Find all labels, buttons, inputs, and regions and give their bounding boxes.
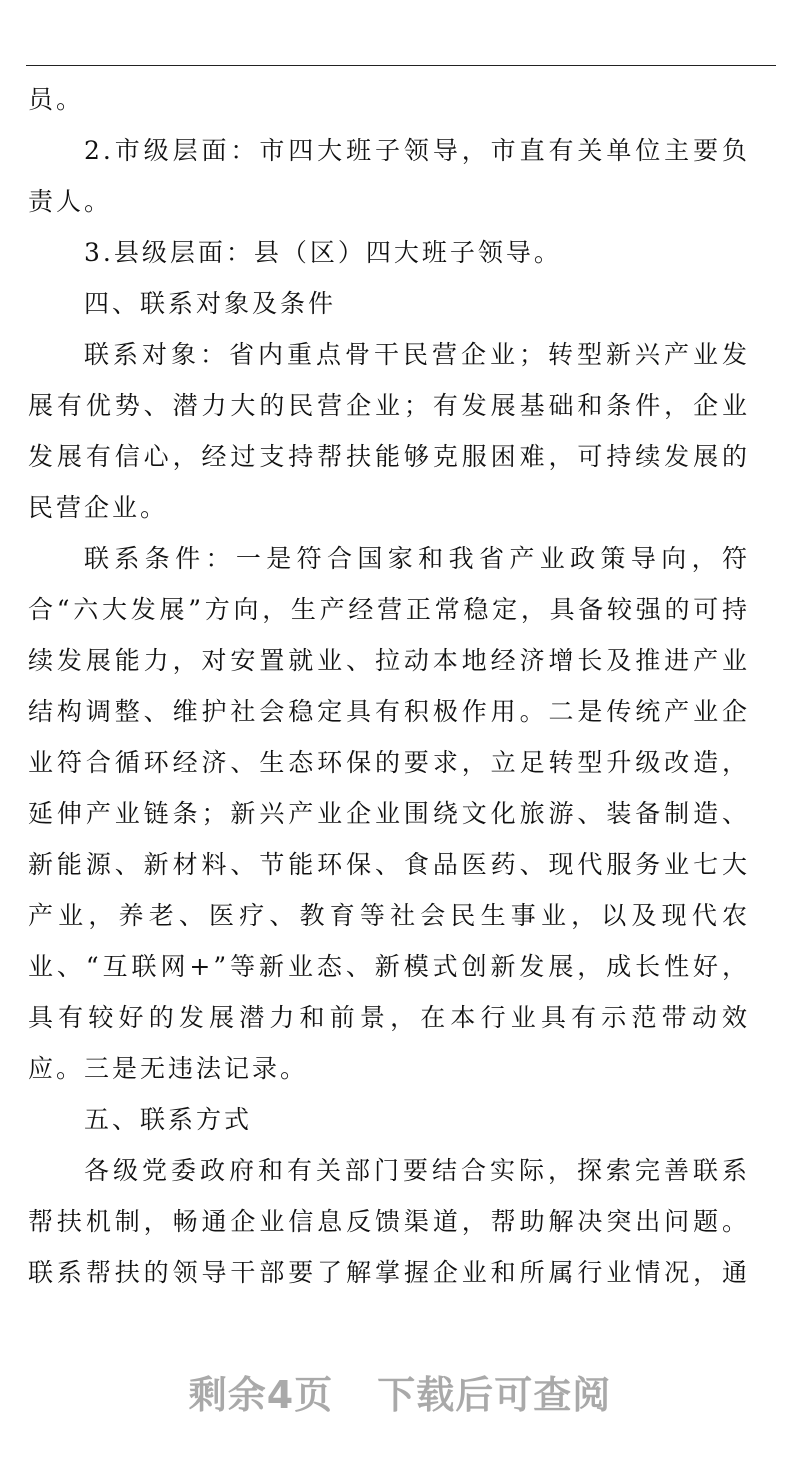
section-heading-contact-targets: 四、联系对象及条件 [84, 289, 337, 318]
paragraph-city-level: 2.市级层面：市四大班子领导，市直有关单位主要负责人。 [28, 136, 750, 216]
remaining-pages-label: 剩余4页 [188, 1373, 334, 1417]
paragraph-county-level: 3.县级层面：县（区）四大班子领导。 [84, 238, 562, 267]
document-body [28, 74, 750, 1298]
paragraph-contact-conditions: 联系条件：一是符合国家和我省产业政策导向，符合“六大发展”方向，生产经营正常稳定，具备较强的可持续发展能力，对安置就业、拉动本地经济增长及推进产业结构调整、维护社会稳定具有积极作用。二是传统产业企业符合循环经济、生态环保的要求，立足转型升级改造，延伸产业链条；新兴产业企业围绕文化旅游、装备制造、新能源、新材料、节能环保、食品医药、现代服务业七大产业，养老、医疗、教育等社会民生事业，以及现代农业、“互联网+”等新业态、新模式创新发展，成长性好，具有较好的发展潜力和前景，在本行业具有示范带动效应。三是无违法记录。 [28, 544, 750, 1083]
download-prompt[interactable] [0, 1364, 800, 1419]
top-divider [26, 65, 776, 66]
download-to-view-label: 下载后可查阅 [377, 1373, 612, 1417]
paragraph-contact-method: 各级党委政府和有关部门要结合实际，探索完善联系帮扶机制，畅通企业信息反馈渠道，帮助解决突出问题。联系帮扶的领导干部要了解掌握企业和所属行业情况，通 [28, 1156, 750, 1287]
section-heading-contact-method: 五、联系方式 [84, 1105, 253, 1134]
paragraph-continuation: 员。 [28, 85, 85, 114]
paragraph-contact-targets: 联系对象：省内重点骨干民营企业；转型新兴产业发展有优势、潜力大的民营企业；有发展基础和条件，企业发展有信心，经过支持帮扶能够克服困难，可持续发展的民营企业。 [28, 340, 750, 522]
